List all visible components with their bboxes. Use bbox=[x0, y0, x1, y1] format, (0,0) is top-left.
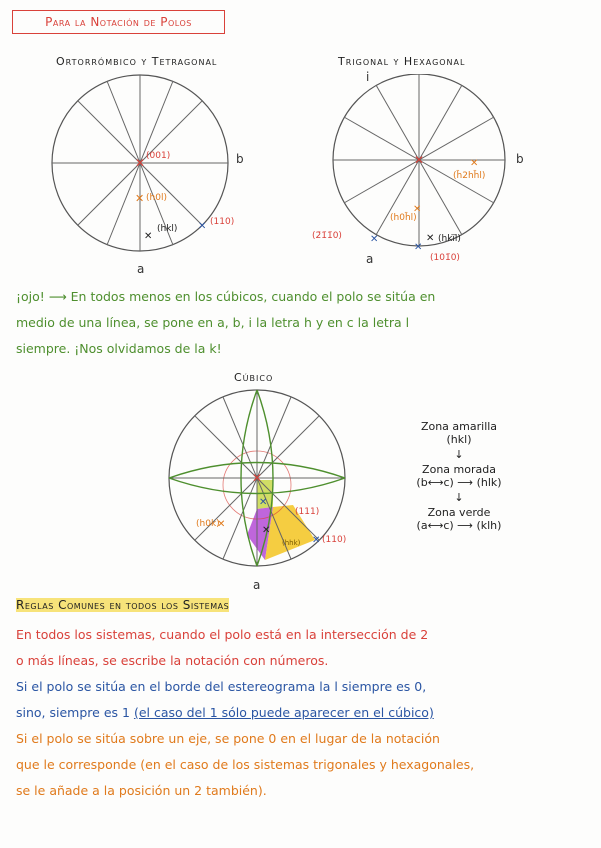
rule-line-7: se le añade a la posición un 2 también). bbox=[16, 783, 267, 798]
pole-hkl-label: (hkl) bbox=[157, 224, 178, 234]
pole-2110-mark: ✕ bbox=[370, 234, 379, 245]
page-title: Para la Notación de Polos bbox=[12, 10, 225, 34]
pole-h0hl-label: (h0h̄l) bbox=[390, 213, 417, 223]
rule-line-4a: sino, siempre es 1 bbox=[16, 705, 130, 720]
zone-legend bbox=[384, 420, 534, 532]
cubic-axis-a: a bbox=[253, 578, 261, 592]
pole-110-mark: ✕ bbox=[198, 221, 207, 232]
ojo-line-1: ¡ojo! ⟶ En todos menos en los cúbicos, cuando el polo se sitúa en bbox=[16, 289, 436, 304]
pole-110-mark: ✕ bbox=[312, 535, 321, 546]
rule-line-4b: (el caso del 1 sólo puede aparecer en el cúbico) bbox=[133, 705, 434, 720]
pole-h2hhl-label: (h̄2hh̄l) bbox=[453, 171, 486, 181]
pole-111-label: (111) bbox=[295, 507, 320, 517]
rules-heading: Reglas Comunes en todos los Sistemas bbox=[16, 598, 230, 612]
pole-111-mark: ✕ bbox=[259, 497, 268, 508]
zone-yellow-index: (hkl) bbox=[446, 433, 472, 446]
pole-hkl-mark: ✕ bbox=[144, 231, 153, 242]
cubic-center-mark: ✕ bbox=[252, 471, 263, 485]
pole-h0k-mark: ✕ bbox=[217, 519, 226, 530]
ojo-line-2: medio de una línea, se pone en a, b, i la letra h y en c la letra l bbox=[16, 315, 410, 330]
ortho-axis-a: a bbox=[137, 262, 145, 276]
rules-heading-wrap bbox=[16, 598, 229, 612]
trig-axis-b: b bbox=[516, 152, 524, 166]
zone-purple-title: Zona morada bbox=[422, 463, 496, 476]
pole-hkil-mark: ✕ bbox=[426, 233, 435, 244]
pole-h0l-mark: ✕ bbox=[135, 192, 145, 205]
pole-1010-label: (101̄0) bbox=[430, 253, 460, 263]
pole-h0k-label: (h0k) bbox=[196, 519, 220, 529]
rule-line-3: Si el polo se sitúa en el borde del estereograma la l siempre es 0, bbox=[16, 679, 427, 694]
pole-001-label: (001) bbox=[146, 151, 171, 161]
pole-2110-label: (2̄1̄1̄0) bbox=[312, 231, 342, 241]
cubic-title: Cúbico bbox=[234, 371, 274, 384]
trig-axis-i: i bbox=[366, 70, 370, 84]
trig-axis-a: a bbox=[366, 252, 374, 266]
zone-green-rule: (a⟷c) ⟶ (klh) bbox=[416, 519, 502, 532]
pole-hhk-label: (hhk) bbox=[282, 539, 301, 547]
pole-1010-mark: ✕ bbox=[414, 242, 423, 253]
trig-pole-center-mark: ✕ bbox=[414, 153, 425, 167]
rule-line-2: o más líneas, se escribe la notación con números. bbox=[16, 653, 329, 668]
hkl-mark: ✕ bbox=[262, 525, 271, 536]
ortho-stereogram bbox=[40, 70, 250, 280]
trig-title: Trigonal y Hexagonal bbox=[338, 55, 466, 68]
zone-yellow-title: Zona amarilla bbox=[420, 420, 498, 433]
pole-h0l-label: (h0l) bbox=[146, 193, 167, 203]
rule-line-1: En todos los sistemas, cuando el polo está en la intersección de 2 bbox=[16, 627, 429, 642]
pole-hkil-label: (hki̅l) bbox=[438, 234, 461, 244]
rule-line-5: Si el polo se sitúa sobre un eje, se pone 0 en el lugar de la notación bbox=[16, 731, 440, 746]
pole-h2hhl-mark: ✕ bbox=[470, 158, 479, 169]
pole-110-label: (110) bbox=[210, 217, 235, 227]
rule-line-4 bbox=[16, 700, 591, 726]
trig-stereogram bbox=[326, 74, 526, 264]
zone-green-title: Zona verde bbox=[427, 506, 491, 519]
ojo-line-3: siempre. ¡Nos olvidamos de la k! bbox=[16, 341, 222, 356]
zone-arrow-2: ↓ bbox=[454, 491, 464, 504]
ortho-axis-b: b bbox=[236, 152, 244, 166]
pole-110-label: (110) bbox=[322, 535, 347, 545]
rule-line-6: que le corresponde (en el caso de los sistemas trigonales y hexagonales, bbox=[16, 757, 475, 772]
ortho-title: Ortorrómbico y Tetragonal bbox=[56, 55, 218, 68]
rules-body bbox=[16, 622, 591, 804]
pole-h0hl-mark: ✕ bbox=[413, 204, 422, 215]
cubic-stereogram bbox=[165, 385, 355, 575]
ojo-note bbox=[16, 284, 586, 362]
zone-purple-rule: (b⟷c) ⟶ (hlk) bbox=[416, 476, 502, 489]
zone-arrow-1: ↓ bbox=[454, 448, 464, 461]
pole-001-mark: ✕ bbox=[135, 156, 146, 170]
